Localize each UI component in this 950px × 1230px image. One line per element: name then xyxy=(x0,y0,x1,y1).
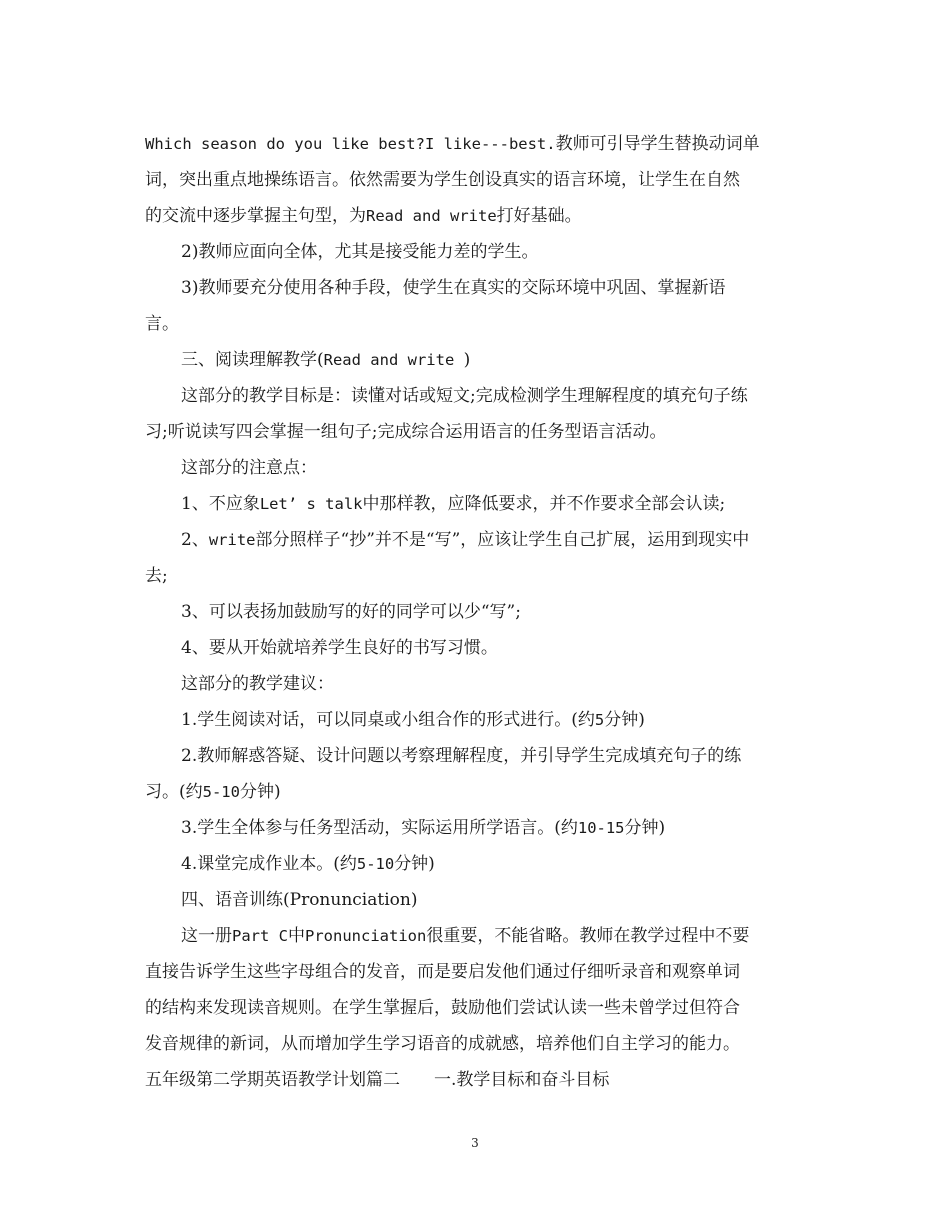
text-segment: 10-15 xyxy=(577,819,625,837)
text-segment: 4、要从开始就培养学生良好的书写习惯。 xyxy=(181,638,498,658)
text-line xyxy=(145,270,810,306)
text-line xyxy=(145,162,810,198)
text-line xyxy=(145,342,810,378)
text-segment: ) xyxy=(463,350,471,370)
text-segment: 1.学生阅读对话，可以同桌或小组合作的形式进行。(约 xyxy=(181,710,595,730)
text-segment: 中 xyxy=(288,926,305,946)
text-line xyxy=(145,486,810,522)
text-line xyxy=(145,234,810,270)
text-line xyxy=(145,846,810,882)
text-line xyxy=(145,774,810,810)
text-segment: 3.学生全体参与任务型活动，实际运用所学语言。(约 xyxy=(181,818,578,838)
text-line xyxy=(145,594,810,630)
text-line xyxy=(145,954,810,990)
text-segment: 的结构来发现读音规则。在学生掌握后，鼓励他们尝试认读一些未曾学过但符合 xyxy=(145,998,740,1018)
page-number: 3 xyxy=(471,1136,479,1150)
text-line xyxy=(145,882,810,918)
text-segment: 很重要，不能省略。教师在教学过程中不要 xyxy=(426,926,750,946)
text-segment: 3、可以表扬加鼓励写的好的同学可以少“写”; xyxy=(181,602,521,622)
text-segment: 这一册 xyxy=(181,926,232,946)
text-line xyxy=(145,666,810,702)
text-segment: 习;听说读写四会掌握一组句子;完成综合运用语言的任务型语言活动。 xyxy=(145,422,667,442)
text-line xyxy=(145,306,810,342)
text-segment: 去; xyxy=(145,566,168,586)
text-segment: 2.教师解惑答疑、设计问题以考察理解程度，并引导学生完成填充句子的练 xyxy=(181,746,742,766)
text-segment: 词，突出重点地操练语言。依然需要为学生创设真实的语言环境，让学生在自然 xyxy=(145,170,740,190)
text-segment: 部分照样子“抄”并不是“写”，应该让学生自己扩展，运用到现实中 xyxy=(255,530,750,550)
text-line xyxy=(145,126,810,162)
text-segment: 5-10 xyxy=(356,855,395,873)
text-segment: 5 xyxy=(594,711,605,729)
document-body xyxy=(145,126,810,1098)
text-line xyxy=(145,1026,810,1062)
text-segment: 分钟) xyxy=(394,854,435,874)
text-segment: 分钟) xyxy=(239,782,281,802)
text-segment: 直接告诉学生这些字母组合的发音，而是要启发他们通过仔细听录音和观察单词 xyxy=(145,962,740,982)
text-segment: 3)教师要充分使用各种手段，使学生在真实的交际环境中巩固、掌握新语 xyxy=(181,278,726,298)
text-segment: 分钟) xyxy=(624,818,666,838)
text-segment: Let’ s talk xyxy=(259,495,363,513)
text-segment: 打好基础。 xyxy=(496,206,582,226)
text-segment: Read and write xyxy=(366,207,497,225)
text-segment: 这部分的教学建议： xyxy=(181,674,334,694)
text-line xyxy=(145,990,810,1026)
text-segment: 这部分的注意点： xyxy=(181,458,317,478)
text-line xyxy=(145,702,810,738)
text-line xyxy=(145,558,810,594)
text-line xyxy=(145,738,810,774)
text-line xyxy=(145,378,810,414)
text-segment: Read and write xyxy=(323,351,464,369)
text-line xyxy=(145,522,810,558)
text-line xyxy=(145,630,810,666)
text-segment: 4.课堂完成作业本。(约 xyxy=(181,854,357,874)
text-segment: 1、不应象 xyxy=(181,494,260,514)
text-segment: 中那样教，应降低要求，并不作要求全部会认读; xyxy=(362,494,726,514)
text-segment: 五年级第二学期英语教学计划篇二 一.教学目标和奋斗目标 xyxy=(145,1070,610,1090)
text-line xyxy=(145,810,810,846)
text-segment: Part C xyxy=(232,927,288,945)
text-segment: 教师可引导学生替换动词单 xyxy=(555,134,760,154)
text-segment: 这部分的教学目标是：读懂对话或短文;完成检测学生理解程度的填充句子练 xyxy=(181,386,748,406)
text-line xyxy=(145,198,810,234)
text-segment: 三、阅读理解教学( xyxy=(181,350,324,370)
text-segment: 2)教师应面向全体，尤其是接受能力差的学生。 xyxy=(181,242,539,262)
text-segment: 2、 xyxy=(181,530,209,550)
text-line xyxy=(145,1062,810,1098)
text-line xyxy=(145,414,810,450)
text-segment: Which season do you like best?I like---best. xyxy=(145,135,556,153)
text-segment: 分钟) xyxy=(604,710,645,730)
text-segment: 发音规律的新词，从而增加学生学习语音的成就感，培养他们自主学习的能力。 xyxy=(145,1034,740,1054)
text-segment: 的交流中逐步掌握主句型，为 xyxy=(145,206,366,226)
text-segment: 四、语音训练(Pronunciation) xyxy=(181,890,418,910)
text-segment: 言。 xyxy=(145,314,179,334)
text-segment: 习。(约 xyxy=(145,782,203,802)
text-segment: write xyxy=(208,531,256,549)
text-segment: 5-10 xyxy=(202,783,240,801)
text-line xyxy=(145,450,810,486)
text-line xyxy=(145,918,810,954)
text-segment: Pronunciation xyxy=(305,927,427,945)
